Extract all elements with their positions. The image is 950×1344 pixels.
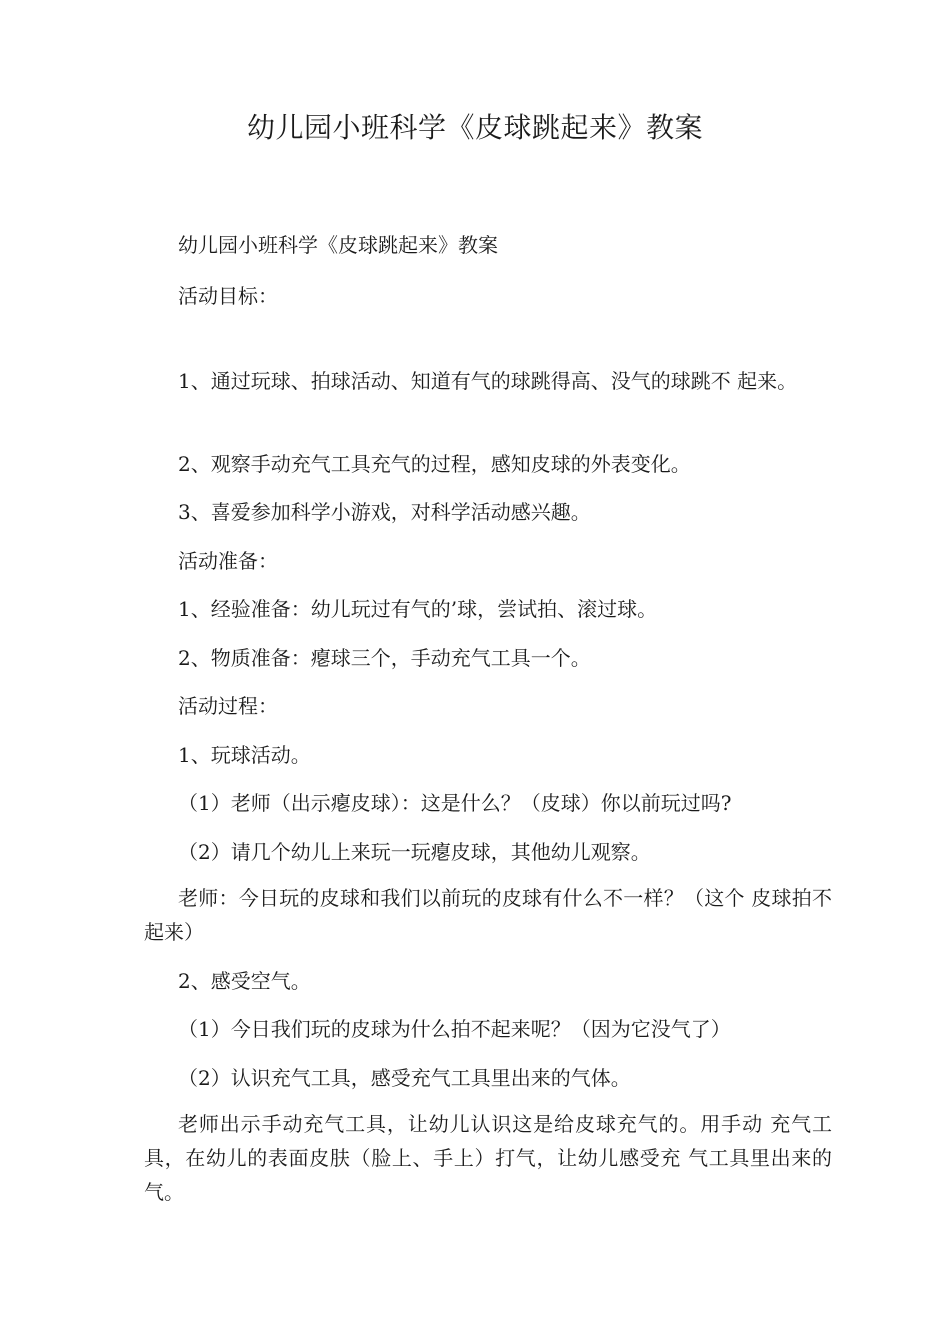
paragraph-step-2-1: （1）今日我们玩的皮球为什么拍不起来呢？（因为它没气了） bbox=[178, 1017, 731, 1041]
paragraph-step-1-1: （1）老师（出示瘪皮球）：这是什么？（皮球）你以前玩过吗? bbox=[178, 791, 732, 815]
paragraph-step-2-2: （2）认识充气工具，感受充气工具里出来的气体。 bbox=[178, 1066, 631, 1090]
paragraph-prep-1: 1、经验准备：幼儿玩过有气的’球，尝试拍、滚过球。 bbox=[178, 597, 658, 621]
paragraph-goal-3: 3、喜爱参加科学小游戏，对科学活动感兴趣。 bbox=[178, 500, 591, 524]
paragraph-heading-prep: 活动准备： bbox=[178, 549, 278, 573]
paragraph-step-2: 2、感受空气。 bbox=[178, 969, 311, 993]
paragraph-subtitle: 幼儿园小班科学《皮球跳起来》教案 bbox=[178, 233, 498, 257]
paragraph-teacher-question: 老师：今日玩的皮球和我们以前玩的皮球有什么不一样？（这个 皮球拍不起来） bbox=[144, 886, 832, 944]
paragraph-step-1-2: （2）请几个幼儿上来玩一玩瘪皮球，其他幼儿观察。 bbox=[178, 840, 651, 864]
paragraph-heading-goals: 活动目标： bbox=[178, 284, 278, 308]
paragraph-goal-2: 2、观察手动充气工具充气的过程，感知皮球的外表变化。 bbox=[178, 452, 691, 476]
paragraph-step-1: 1、玩球活动。 bbox=[178, 743, 311, 767]
paragraph-heading-process: 活动过程： bbox=[178, 694, 278, 718]
paragraph-teacher-demo: 老师出示手动充气工具，让幼儿认识这是给皮球充气的。用手动 充气工具，在幼儿的表面皮肤（脸上、手上）打气，让幼儿感受充 气工具里出来的气。 bbox=[144, 1112, 832, 1204]
paragraph-goal-1: 1、通过玩球、拍球活动、知道有气的球跳得高、没气的球跳不 起来。 bbox=[178, 369, 798, 393]
document-title: 幼儿园小班科学《皮球跳起来》教案 bbox=[246, 111, 703, 144]
paragraph-prep-2: 2、物质准备：瘪球三个，手动充气工具一个。 bbox=[178, 646, 591, 670]
